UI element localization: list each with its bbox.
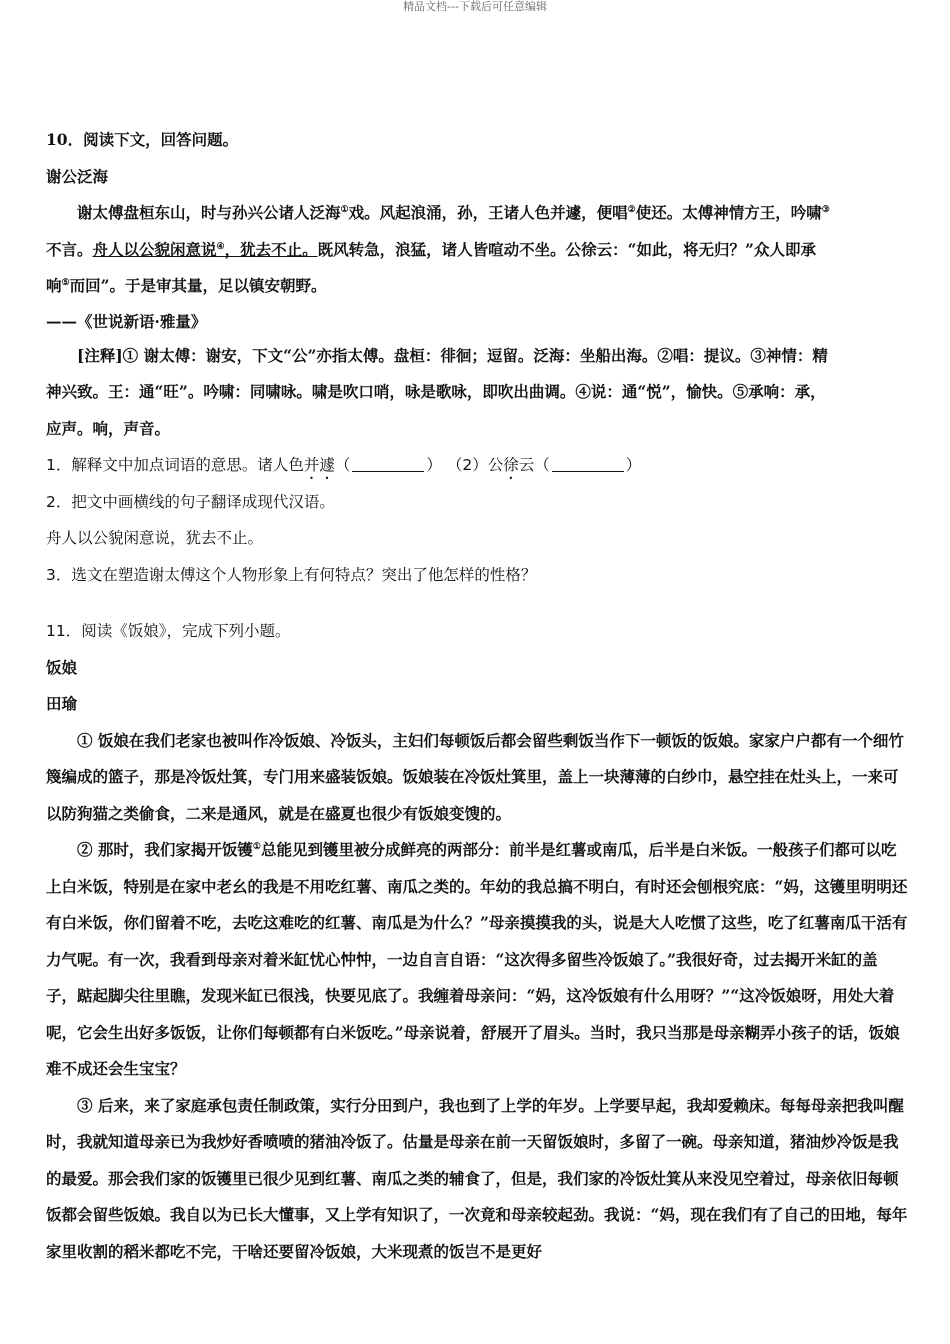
q10-passage-end: 响⑤而回”。于是审其量，足以镇安朝野。 <box>46 276 327 295</box>
q10-passage: 谢太傅盘桓东山，时与孙兴公诸人泛海①戏。风起浪涌，孙，王诸人色并遽，便唱②使还。太傅神情方王，吟啸③ <box>77 203 830 222</box>
q11-title: 饭娘 <box>46 657 78 677</box>
q10-title: 谢公泛海 <box>46 166 109 186</box>
q11-heading: 11．阅读《饭娘》，完成下列小题。 <box>46 622 291 640</box>
q10-note-2: 神兴致。王：通“旺”。吟啸：同啸咏。啸是吹口哨，咏是歌咏，即吹出曲调。④说：通“悦”，愉快。⑤承响：承， <box>46 382 826 401</box>
document-page <box>46 122 908 1270</box>
q10-sub-question-3: 3．选文在塑造谢太傅这个人物形象上有何特点？突出了他怎样的性格？ <box>46 565 537 584</box>
q11-paragraph-1: ① 饭娘在我们老家也被叫作冷饭娘、冷饭头，主妇们每顿饭后都会留些剩饭当作下一顿饭的饭娘。家家户户都有一个细竹篾编成的篮子，那是冷饭灶箕，专门用来盛装饭娘。饭娘装在冷饭灶箕里，盖上一块薄薄的白纱巾，悬空挂在灶头上，一来可以防狗猫之类偷食，二来是通风，就是在盛夏也很少有饭娘变馊的。 <box>46 730 904 823</box>
underlined-sentence: 舟人以公貌闲意说④，犹去不止。 <box>92 239 318 259</box>
watermark: 精品文档---下载后可任意编辑 <box>403 0 547 13</box>
q10-sub-question-1: 1．解释文中加点词语的意思。诸人色并遽（ ） （2）公徐云（ ） <box>46 456 642 474</box>
q10-sub-question-2: 2．把文中画横线的句子翻译成现代汉语。 <box>46 492 335 511</box>
answer-blank-2[interactable] <box>552 455 624 472</box>
section-gap <box>46 593 908 613</box>
q10-note-1: [注释]① 谢太傅：谢安，下文“公”亦指太傅。盘桓：徘徊；逗留。泛海：坐船出海。②唱：提议。③神情：精 <box>77 345 828 365</box>
q11-author: 田瑜 <box>46 694 78 713</box>
q11-paragraph-2: ② 那时，我们家揭开饭镬①总能见到镬里被分成鲜亮的两部分：前半是红薯或南瓜，后半是白米饭。一般孩子们都可以吃上白米饭，特别是在家中老幺的我是不用吃红薯、南瓜之类的。年幼的我总搞不明白，有时还会刨根究底：“妈，这镬里明明还有白米饭，你们留着不吃，去吃这难吃的红薯、南瓜是为什么？”母亲摸摸我的头，说是大人吃惯了这些，吃了红薯南瓜干活有力气呢。有一次，我看到母亲对着米缸忧心忡忡，一边自言自语：“这次得多留些冷饭娘了。”我很好奇，过去揭开米缸的盖子，踮起脚尖往里瞧，发现米缸已很浅，快要见底了。我缠着母亲问：“妈，这冷饭娘有什么用呀？”“这冷饭娘呀，用处大着呢，它会生出好多饭饭，让你们每顿都有白米饭吃。”母亲说着，舒展开了眉头。当时，我只当那是母亲糊弄小孩子的话，饭娘难不成还会生宝宝？ <box>46 840 908 1078</box>
q10-source: ——《世说新语·雅量》 <box>46 311 207 331</box>
q10-sub2-sentence: 舟人以公貌闲意说，犹去不止。 <box>46 529 264 547</box>
answer-blank-1[interactable] <box>352 455 424 472</box>
q10-passage-cont: 不言。舟人以公貌闲意说④，犹去不止。既风转急，浪猛，诸人皆喧动不坐。公徐云：“如此，将无归？”众人即承 <box>46 239 816 259</box>
q11-paragraph-3: ③ 后来，来了家庭承包责任制政策，实行分田到户，我也到了上学的年岁。上学要早起，我却爱赖床。每每母亲把我叫醒时，我就知道母亲已为我炒好香喷喷的猪油冷饭了。估量是母亲在前一天留饭娘时，多留了一碗。母亲知道，猪油炒冷饭是我的最爱。那会我们家的饭镬里已很少见到红薯、南瓜之类的辅食了，但是，我们家的冷饭灶箕从来没见空着过，母亲依旧每顿饭都会留些饭娘。我自以为已长大懂事，又上学有知识了，一次竟和母亲较起劲。我说：“妈，现在我们有了自己的田地，每年家里收割的稻米都吃不完，干啥还要留冷饭娘，大米现煮的饭岂不是更好 <box>46 1095 908 1261</box>
q10-heading: 10．阅读下文，回答问题。 <box>46 130 239 149</box>
q10-note-3: 应声。响，声音。 <box>46 418 171 438</box>
